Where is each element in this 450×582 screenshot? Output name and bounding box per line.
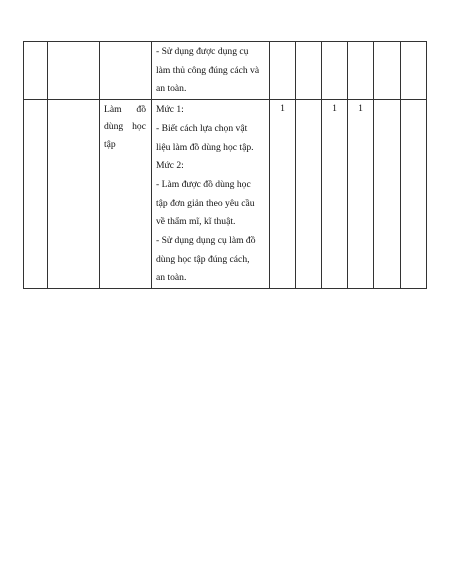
requirement-line: Mức 1:: [156, 104, 184, 116]
lesson-cell: [100, 42, 152, 100]
requirement-line: về thẩm mĩ, kĩ thuật.: [156, 216, 236, 228]
requirement-line: tập đơn giản theo yêu cầu: [156, 197, 255, 209]
lesson-line: tập: [104, 138, 116, 150]
count-cell: 1: [348, 100, 374, 289]
requirement-line: liệu làm đồ dùng học tập.: [156, 141, 254, 153]
lesson-cell: [100, 100, 152, 289]
requirement-line: - Sử dụng dụng cụ làm đồ: [156, 235, 256, 247]
count-cell: [401, 100, 427, 289]
lesson-line: Làm đồ: [104, 104, 146, 116]
lesson-line: dùng học: [104, 121, 146, 133]
count-cell: [296, 42, 322, 100]
count-cell: [401, 42, 427, 100]
requirement-line: Mức 2:: [156, 160, 184, 172]
requirement-line: an toàn.: [156, 272, 187, 284]
requirement-line: dùng học tập đúng cách,: [156, 253, 250, 265]
count-cell: 1: [322, 100, 348, 289]
count-cell: [374, 42, 401, 100]
requirement-line: làm thủ công đúng cách và: [156, 64, 260, 76]
requirement-cell: [152, 42, 270, 100]
requirement-cell: [152, 100, 270, 289]
table-cell-blank: [48, 100, 100, 289]
count-cell: [270, 42, 296, 100]
table-cell-blank: [24, 42, 48, 100]
table-row: [24, 42, 427, 100]
requirement-line: - Sử dụng được dụng cụ: [156, 46, 249, 57]
table-cell-blank: [48, 42, 100, 100]
requirement-line: an toàn.: [156, 83, 187, 95]
table-row: [24, 100, 427, 289]
count-cell: [296, 100, 322, 289]
count-cell: 1: [270, 100, 296, 289]
requirement-line: - Biết cách lựa chọn vật: [156, 122, 248, 134]
count-cell: [322, 42, 348, 100]
requirement-line: - Làm được đồ dùng học: [156, 178, 251, 190]
count-cell: [374, 100, 401, 289]
table-cell-blank: [24, 100, 48, 289]
count-cell: [348, 42, 374, 100]
assessment-matrix-table: [23, 41, 427, 289]
